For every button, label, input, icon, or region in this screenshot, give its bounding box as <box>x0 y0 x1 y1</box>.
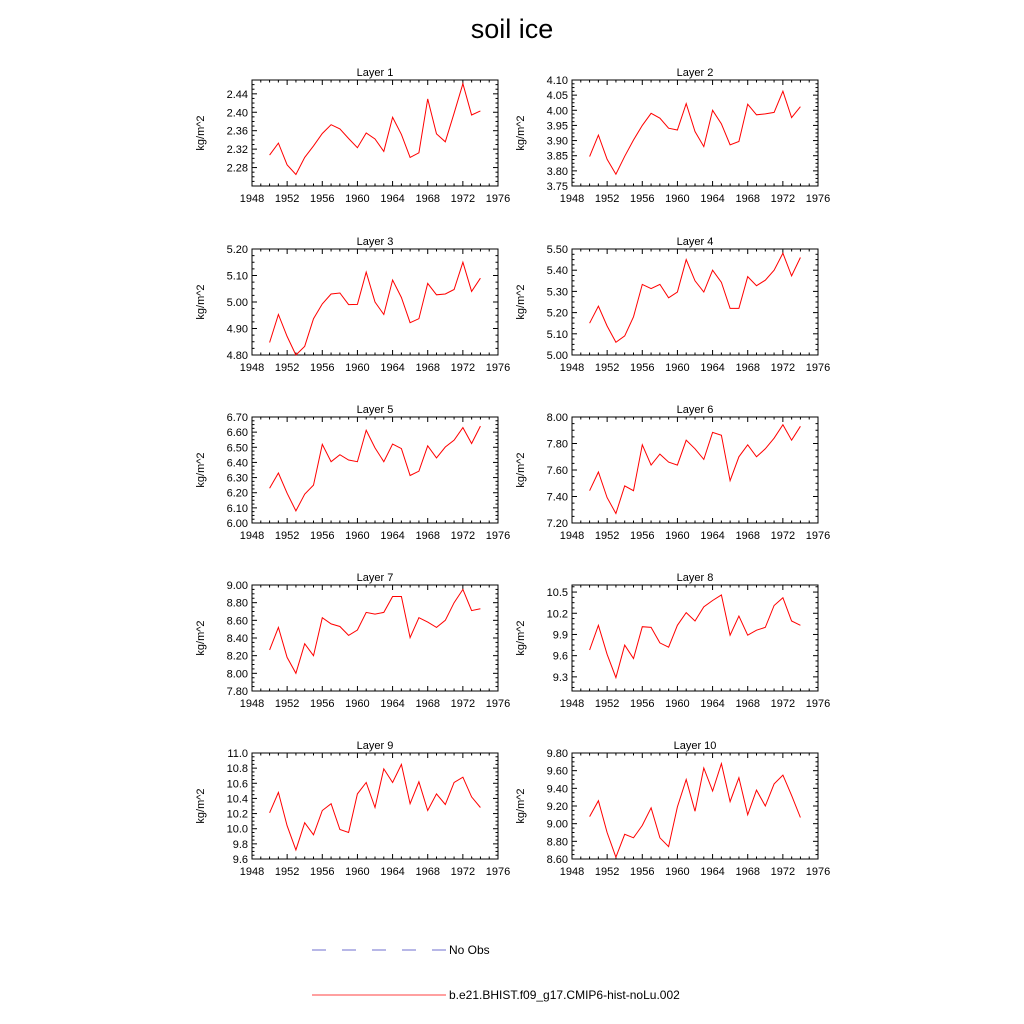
y-tick-label: 2.32 <box>226 144 248 157</box>
x-tick-label: 1964 <box>380 530 405 542</box>
y-tick-label: 8.60 <box>226 615 248 628</box>
y-tick-label: 9.9 <box>552 629 568 642</box>
y-axis-label: kg/m^2 <box>195 115 207 151</box>
y-tick-label: 5.20 <box>226 244 248 256</box>
x-tick-label: 1972 <box>450 362 476 374</box>
x-tick-label: 1968 <box>415 362 440 374</box>
y-tick-label: 10.2 <box>546 608 568 621</box>
series-line <box>590 425 801 514</box>
x-tick-label: 1976 <box>805 530 831 542</box>
y-tick-label: 9.20 <box>546 801 568 813</box>
series-line <box>590 764 801 858</box>
x-tick-label: 1948 <box>559 866 585 878</box>
x-tick-label: 1968 <box>735 193 760 205</box>
y-tick-label: 9.80 <box>546 748 568 760</box>
x-tick-label: 1964 <box>700 866 725 878</box>
chart-panel-8 <box>515 572 830 710</box>
panel-title: Layer 1 <box>356 67 394 79</box>
y-axis-label: kg/m^2 <box>515 115 527 151</box>
series-line <box>270 84 481 175</box>
y-tick-label: 6.70 <box>226 412 248 424</box>
x-tick-label: 1960 <box>665 698 690 710</box>
plot-frame <box>572 249 818 355</box>
x-tick-label: 1956 <box>310 866 335 878</box>
x-tick-label: 1972 <box>450 866 476 878</box>
x-tick-label: 1956 <box>630 698 655 710</box>
y-tick-label: 3.85 <box>546 150 568 163</box>
x-tick-label: 1956 <box>310 193 335 205</box>
x-tick-label: 1964 <box>380 866 405 878</box>
chart-panel-4 <box>515 236 830 374</box>
y-tick-label: 9.6 <box>552 650 568 663</box>
y-tick-label: 5.40 <box>546 265 568 278</box>
x-tick-label: 1952 <box>274 193 300 205</box>
x-tick-label: 1948 <box>239 362 265 374</box>
y-tick-label: 4.80 <box>226 350 248 362</box>
y-axis-label: kg/m^2 <box>515 620 527 656</box>
y-tick-label: 2.28 <box>226 162 248 175</box>
x-tick-label: 1956 <box>630 193 655 205</box>
plot-frame <box>252 585 498 691</box>
chart-panel-9 <box>195 740 510 878</box>
x-tick-label: 1952 <box>594 698 620 710</box>
x-tick-label: 1956 <box>310 362 335 374</box>
x-tick-label: 1964 <box>380 362 405 374</box>
y-tick-label: 8.00 <box>546 412 568 424</box>
x-tick-label: 1968 <box>415 193 440 205</box>
y-tick-label: 2.44 <box>226 88 248 101</box>
x-tick-label: 1968 <box>735 530 760 542</box>
y-tick-label: 9.3 <box>552 671 568 684</box>
y-tick-label: 9.00 <box>226 580 248 592</box>
y-tick-label: 10.0 <box>226 823 248 836</box>
legend <box>312 943 680 1002</box>
plot-frame <box>252 417 498 523</box>
x-tick-label: 1960 <box>665 193 690 205</box>
x-tick-label: 1964 <box>700 362 725 374</box>
x-tick-label: 1956 <box>310 698 335 710</box>
x-tick-label: 1972 <box>770 362 796 374</box>
y-tick-label: 5.00 <box>226 297 248 309</box>
x-tick-label: 1956 <box>310 530 335 542</box>
x-tick-label: 1968 <box>735 698 760 710</box>
y-tick-label: 5.00 <box>546 350 568 362</box>
panel-title: Layer 4 <box>676 236 714 248</box>
panel-title: Layer 3 <box>356 236 394 248</box>
x-tick-label: 1960 <box>345 866 370 878</box>
y-axis-label: kg/m^2 <box>195 452 207 488</box>
y-tick-label: 8.40 <box>226 633 248 645</box>
panel-title: Layer 6 <box>676 404 714 416</box>
y-axis-label: kg/m^2 <box>195 284 207 320</box>
x-tick-label: 1976 <box>805 698 831 710</box>
x-tick-label: 1976 <box>485 866 511 878</box>
chart-panel-1 <box>195 67 510 205</box>
x-tick-label: 1960 <box>345 698 370 710</box>
y-tick-label: 9.6 <box>232 854 248 866</box>
x-tick-label: 1968 <box>415 698 440 710</box>
x-tick-label: 1960 <box>345 193 370 205</box>
x-tick-label: 1948 <box>559 698 585 710</box>
x-tick-label: 1976 <box>485 698 511 710</box>
x-tick-label: 1952 <box>594 530 620 542</box>
x-tick-label: 1948 <box>559 530 585 542</box>
x-tick-label: 1972 <box>450 193 476 205</box>
y-tick-label: 8.80 <box>226 597 248 610</box>
y-tick-label: 10.5 <box>546 587 568 600</box>
chart-panel-3 <box>195 236 510 374</box>
x-tick-label: 1960 <box>665 362 690 374</box>
x-tick-label: 1948 <box>239 530 265 542</box>
y-tick-label: 5.10 <box>546 328 568 341</box>
series-line <box>270 426 481 511</box>
x-tick-label: 1952 <box>594 866 620 878</box>
chart-panel-5 <box>195 404 510 542</box>
x-tick-label: 1968 <box>415 866 440 878</box>
chart-panel-6 <box>515 404 830 542</box>
chart-panel-2 <box>515 67 830 205</box>
y-tick-label: 6.10 <box>226 502 248 515</box>
y-tick-label: 3.75 <box>546 181 568 193</box>
chart-panel-7 <box>195 572 510 710</box>
x-tick-label: 1948 <box>239 193 265 205</box>
y-tick-label: 8.80 <box>546 836 568 849</box>
x-tick-label: 1972 <box>450 530 476 542</box>
x-tick-label: 1960 <box>345 530 370 542</box>
panel-title: Layer 9 <box>356 740 394 752</box>
x-tick-label: 1972 <box>770 530 796 542</box>
y-tick-label: 9.60 <box>546 765 568 778</box>
x-tick-label: 1952 <box>274 530 300 542</box>
y-tick-label: 10.2 <box>226 808 248 821</box>
chart-panel-10 <box>515 740 830 878</box>
y-tick-label: 6.00 <box>226 518 248 530</box>
series-line <box>270 262 481 355</box>
x-tick-label: 1976 <box>805 866 831 878</box>
y-tick-label: 6.40 <box>226 457 248 470</box>
y-tick-label: 8.60 <box>546 854 568 866</box>
x-tick-label: 1968 <box>735 866 760 878</box>
plot-frame <box>572 417 818 523</box>
y-tick-label: 2.40 <box>226 107 248 120</box>
x-tick-label: 1964 <box>700 193 725 205</box>
x-tick-label: 1960 <box>665 866 690 878</box>
panel-title: Layer 8 <box>676 572 714 584</box>
y-tick-label: 2.36 <box>226 125 248 138</box>
y-tick-label: 6.20 <box>226 487 248 500</box>
y-tick-label: 4.90 <box>226 323 248 336</box>
series-line <box>270 589 481 673</box>
plot-frame <box>572 753 818 859</box>
y-tick-label: 4.10 <box>546 75 568 87</box>
x-tick-label: 1948 <box>239 866 265 878</box>
x-tick-label: 1952 <box>274 362 300 374</box>
x-tick-label: 1964 <box>380 698 405 710</box>
x-tick-label: 1964 <box>700 530 725 542</box>
x-tick-label: 1948 <box>559 362 585 374</box>
x-tick-label: 1976 <box>805 362 831 374</box>
y-tick-label: 3.90 <box>546 135 568 148</box>
y-tick-label: 10.4 <box>226 793 248 806</box>
y-tick-label: 5.30 <box>546 286 568 299</box>
x-tick-label: 1968 <box>735 362 760 374</box>
y-axis-label: kg/m^2 <box>515 452 527 488</box>
y-axis-label: kg/m^2 <box>515 284 527 320</box>
y-tick-label: 10.8 <box>226 763 248 776</box>
x-tick-label: 1976 <box>485 362 511 374</box>
x-tick-label: 1952 <box>594 362 620 374</box>
x-tick-label: 1948 <box>239 698 265 710</box>
y-tick-label: 7.80 <box>546 438 568 451</box>
y-axis-label: kg/m^2 <box>195 788 207 824</box>
x-tick-label: 1952 <box>274 866 300 878</box>
y-tick-label: 3.80 <box>546 165 568 178</box>
panel-title: Layer 10 <box>673 740 717 752</box>
panel-title: Layer 5 <box>356 404 394 416</box>
panel-title: Layer 7 <box>356 572 394 584</box>
x-tick-label: 1964 <box>700 698 725 710</box>
x-tick-label: 1952 <box>274 698 300 710</box>
y-tick-label: 9.8 <box>232 838 248 851</box>
x-tick-label: 1948 <box>559 193 585 205</box>
x-tick-label: 1972 <box>770 866 796 878</box>
y-tick-label: 7.40 <box>546 491 568 504</box>
x-tick-label: 1976 <box>485 193 511 205</box>
x-tick-label: 1956 <box>630 530 655 542</box>
legend-obs-label: No Obs <box>449 943 490 957</box>
y-tick-label: 9.40 <box>546 783 568 796</box>
y-tick-label: 4.00 <box>546 105 568 118</box>
x-tick-label: 1972 <box>770 193 796 205</box>
x-tick-label: 1956 <box>630 866 655 878</box>
y-tick-label: 9.00 <box>546 818 568 831</box>
y-tick-label: 3.95 <box>546 120 568 133</box>
y-tick-label: 6.50 <box>226 442 248 455</box>
y-tick-label: 7.80 <box>226 686 248 698</box>
panel-title: Layer 2 <box>676 67 714 79</box>
y-tick-label: 10.6 <box>226 778 248 791</box>
x-tick-label: 1960 <box>665 530 690 542</box>
y-tick-label: 11.0 <box>227 748 248 760</box>
x-tick-label: 1964 <box>380 193 405 205</box>
x-tick-label: 1976 <box>485 530 511 542</box>
y-tick-label: 7.20 <box>546 518 568 530</box>
y-tick-label: 8.00 <box>226 668 248 681</box>
series-line <box>590 91 801 174</box>
y-tick-label: 5.10 <box>226 270 248 283</box>
y-tick-label: 7.60 <box>546 465 568 477</box>
series-line <box>270 764 481 850</box>
x-tick-label: 1976 <box>805 193 831 205</box>
plot-frame <box>572 585 818 691</box>
series-line <box>590 253 801 342</box>
x-tick-label: 1952 <box>594 193 620 205</box>
y-tick-label: 6.30 <box>226 472 248 485</box>
y-axis-label: kg/m^2 <box>195 620 207 656</box>
x-tick-label: 1972 <box>450 698 476 710</box>
y-tick-label: 6.60 <box>226 427 248 440</box>
x-tick-label: 1956 <box>630 362 655 374</box>
page-title: soil ice <box>470 14 554 44</box>
plot-frame <box>252 80 498 186</box>
legend-model-label: b.e21.BHIST.f09_g17.CMIP6-hist-noLu.002 <box>449 988 680 1002</box>
y-tick-label: 4.05 <box>546 90 568 103</box>
x-tick-label: 1972 <box>770 698 796 710</box>
x-tick-label: 1968 <box>415 530 440 542</box>
y-tick-label: 5.20 <box>546 307 568 320</box>
x-tick-label: 1960 <box>345 362 370 374</box>
series-line <box>590 595 801 678</box>
y-tick-label: 8.20 <box>226 650 248 663</box>
y-tick-label: 5.50 <box>546 244 568 256</box>
y-axis-label: kg/m^2 <box>515 788 527 824</box>
